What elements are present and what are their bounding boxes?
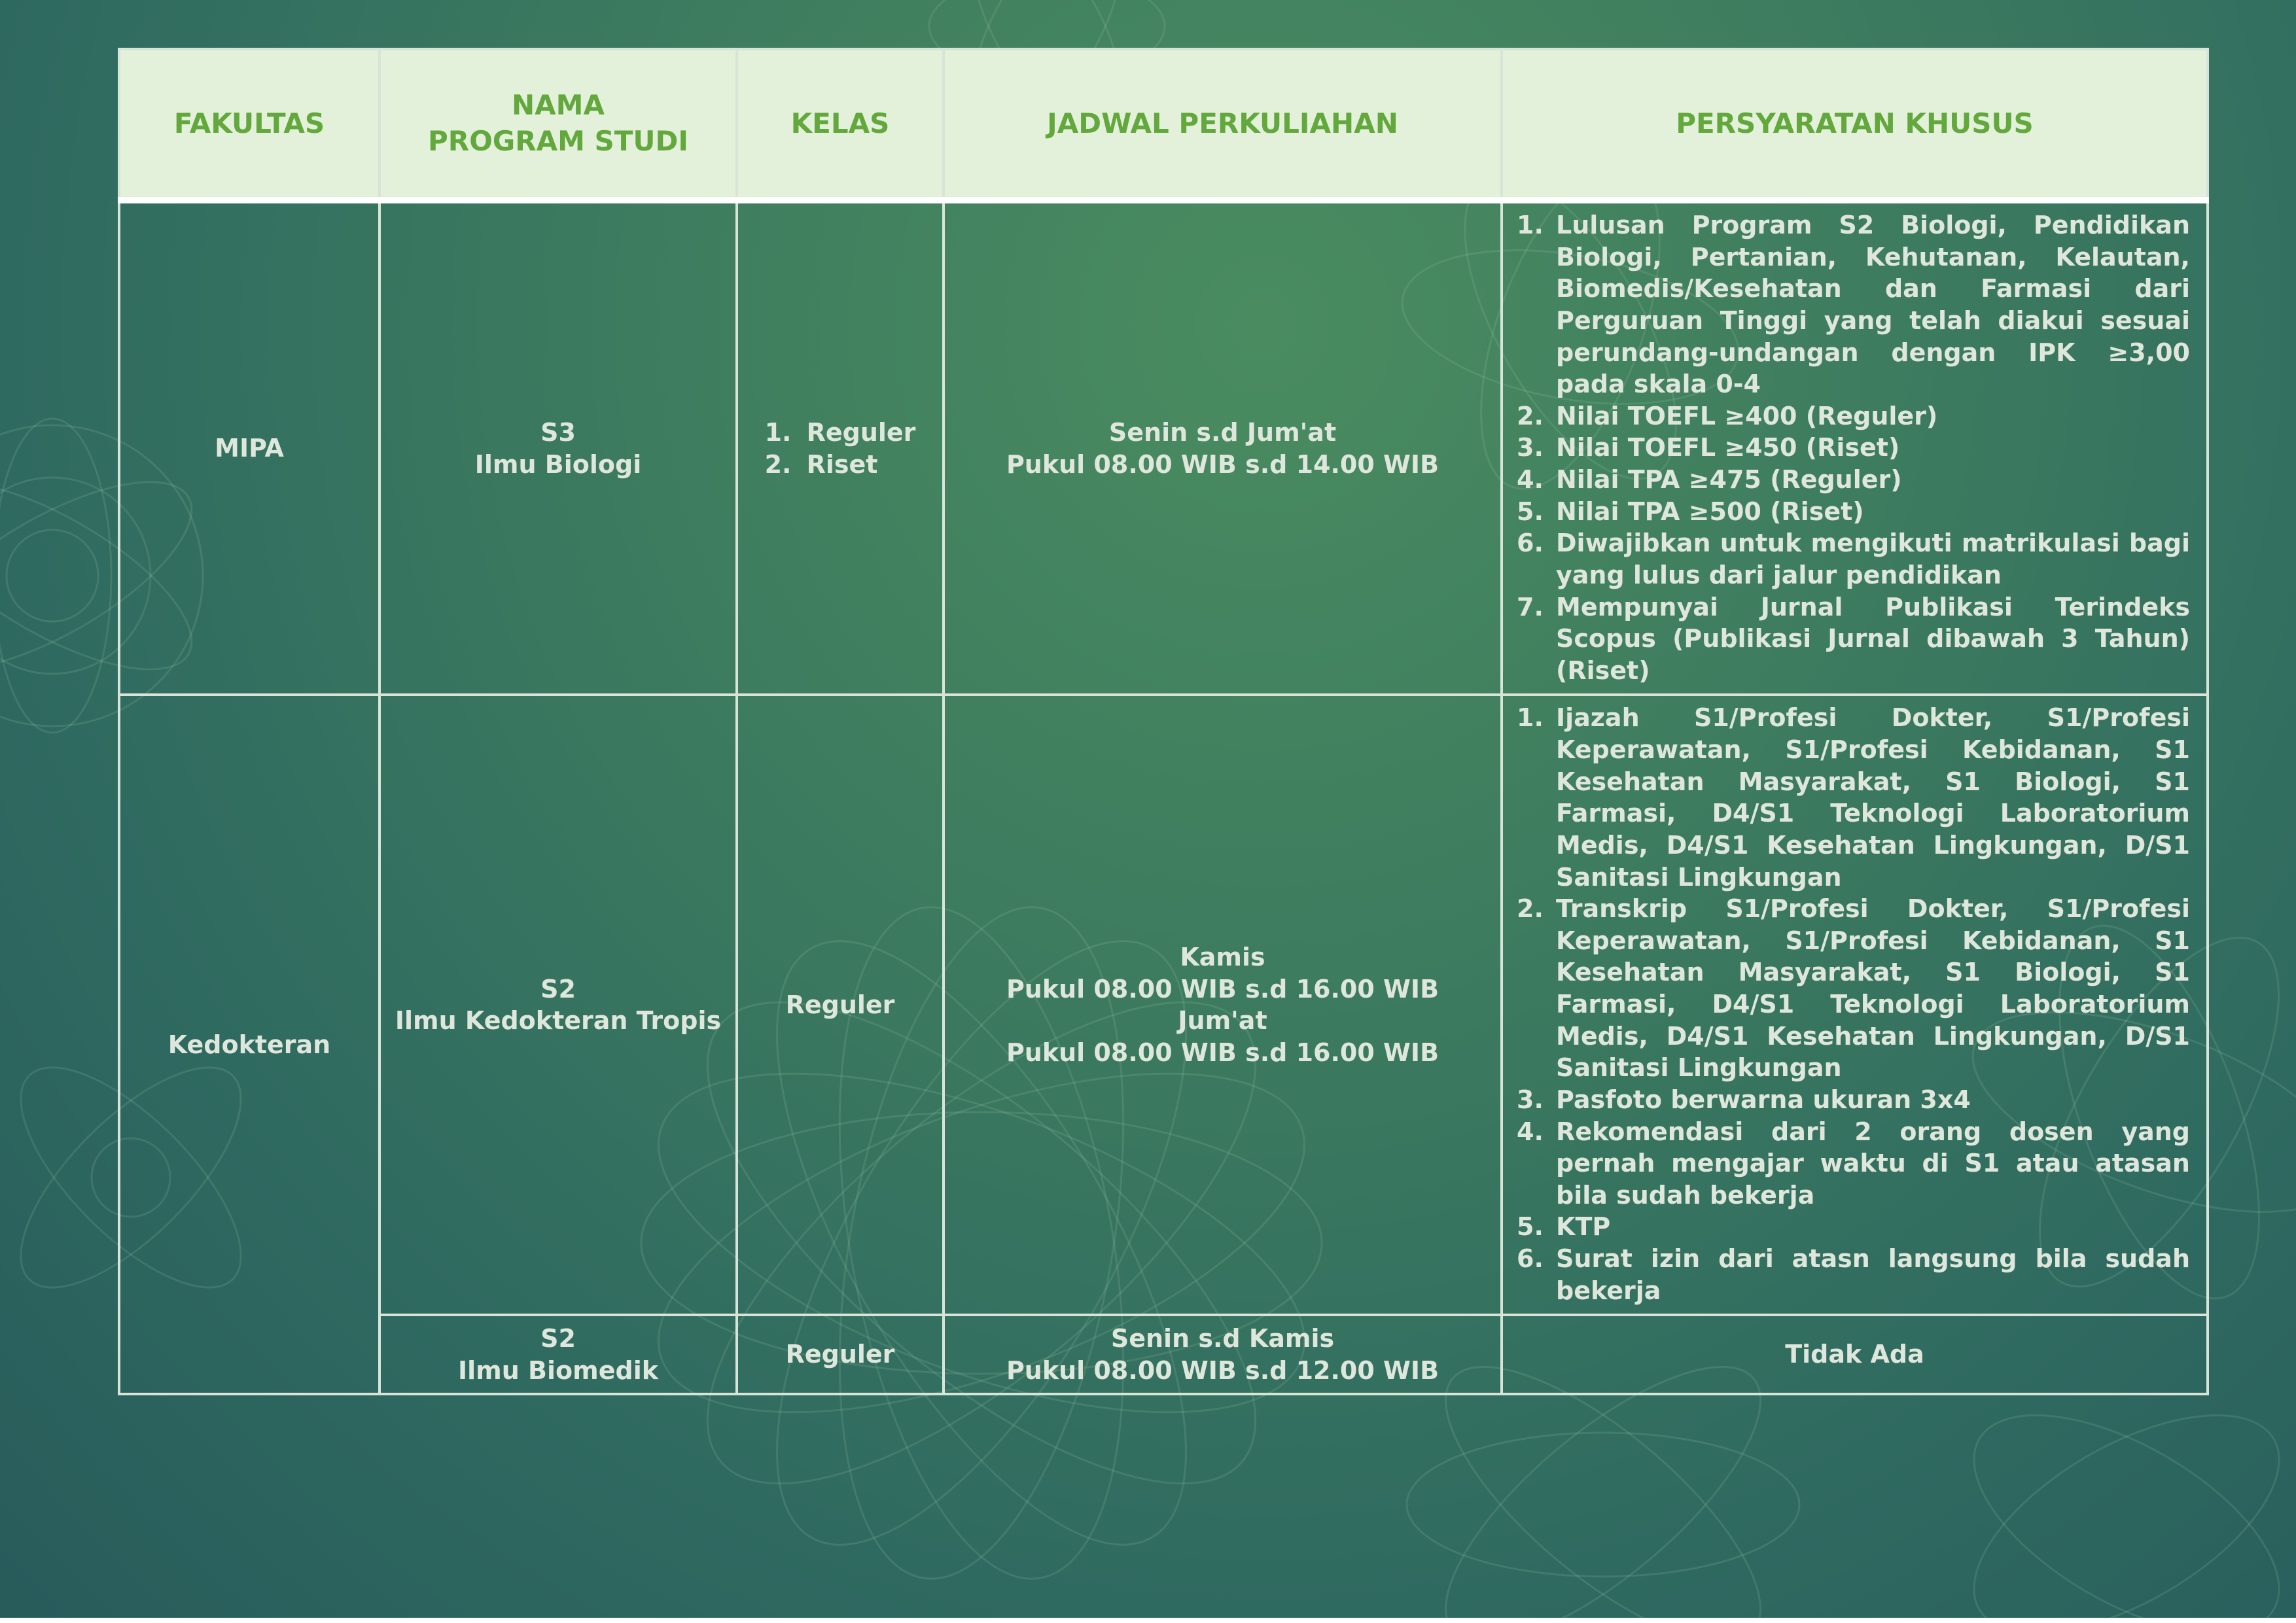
list-item: 5. KTP xyxy=(1517,1211,2190,1243)
list-item: 3. Pasfoto berwarna ukuran 3x4 xyxy=(1517,1084,2190,1116)
list-item: 2. Riset xyxy=(764,449,878,479)
requirement-text: Nilai TOEFL ≥400 (Reguler) xyxy=(1556,401,1938,430)
header-program-studi xyxy=(380,49,737,200)
program-name: Ilmu Biomedik xyxy=(457,1355,658,1385)
requirement-text: Surat izin dari atasn langsung bila sudah bekerja xyxy=(1556,1244,2190,1305)
requirement-text: KTP xyxy=(1556,1212,1611,1242)
list-item: 3. Nilai TOEFL ≥450 (Riset) xyxy=(1517,432,2190,464)
list-item: 2. Nilai TOEFL ≥400 (Reguler) xyxy=(1517,400,2190,432)
kelas-cell: Reguler xyxy=(737,1315,944,1394)
requirement-text: Nilai TPA ≥475 (Reguler) xyxy=(1556,465,1902,494)
jadwal-line: Pukul 08.00 WIB s.d 14.00 WIB xyxy=(1006,449,1439,479)
table-header-row xyxy=(119,49,2208,200)
fakultas-cell: Kedokteran xyxy=(119,695,380,1394)
requirement-text: Nilai TPA ≥500 (Riset) xyxy=(1556,497,1864,526)
requirement-text: Lulusan Program S2 Biologi, Pendidikan Biologi, Pertanian, Kehutanan, Kelautan, Biomedis/Kesehatan dan Farmasi dari Perguruan Tinggi yang telah diakui sesuai perundang-undangan dengan IPK ≥3,00 pada skala 0-4 xyxy=(1556,211,2190,399)
jadwal-line: Pukul 08.00 WIB s.d 16.00 WIB xyxy=(1006,974,1439,1003)
bottom-border xyxy=(0,1618,2296,1623)
requirement-text: Rekomendasi dari 2 orang dosen yang pernah mengajar waktu di S1 atau atasan bila sudah bekerja xyxy=(1556,1117,2190,1210)
persyaratan-cell xyxy=(1502,695,2208,1315)
requirement-text: Pasfoto berwarna ukuran 3x4 xyxy=(1556,1085,1971,1114)
header-fakultas: FAKULTAS xyxy=(119,49,380,200)
list-item: 1. Reguler xyxy=(764,418,916,447)
kelas-label: Reguler xyxy=(806,418,916,447)
list-item: 4. Nilai TPA ≥475 (Reguler) xyxy=(1517,464,2190,496)
list-item: 5. Nilai TPA ≥500 (Riset) xyxy=(1517,496,2190,528)
jadwal-cell xyxy=(944,200,1502,695)
program-degree: S3 xyxy=(540,418,576,447)
persyaratan-cell xyxy=(1502,200,2208,695)
header-kelas: KELAS xyxy=(737,49,944,200)
program-degree: S2 xyxy=(540,974,576,1003)
program-studi-cell xyxy=(380,200,737,695)
list-item: 1. Lulusan Program S2 Biologi, Pendidikan Biologi, Pertanian, Kehutanan, Kelautan, Biomedis/Kesehatan dan Farmasi dari Perguruan Tinggi yang telah diakui sesuai perundang-undangan dengan IPK ≥3,00 pada skala 0-4 xyxy=(1517,209,2190,400)
persyaratan-list xyxy=(1504,697,2206,1313)
list-item: 6. Surat izin dari atasn langsung bila sudah bekerja xyxy=(1517,1243,2190,1306)
jadwal-cell xyxy=(944,695,1502,1315)
list-item: 7. Mempunyai Jurnal Publikasi Terindeks Scopus (Publikasi Jurnal dibawah 3 Tahun) (Riset) xyxy=(1517,591,2190,687)
program-name: Ilmu Kedokteran Tropis xyxy=(395,1006,722,1036)
list-item: 4. Rekomendasi dari 2 orang dosen yang pernah mengajar waktu di S1 atau atasan bila sudah bekerja xyxy=(1517,1116,2190,1212)
program-name: Ilmu Biologi xyxy=(474,449,642,479)
requirement-text: Transkrip S1/Profesi Dokter, S1/Profesi Keperawatan, S1/Profesi Kebidanan, S1 Kesehatan Masyarakat, S1 Biologi, S1 Farmasi, D4/S1 Teknologi Laboratorium Medis, D4/S1 Kesehatan Lingkungan, D/S1 Sanitasi Lingkungan xyxy=(1556,894,2190,1083)
jadwal-cell xyxy=(944,1315,1502,1394)
header-persyaratan: PERSYARATAN KHUSUS xyxy=(1502,49,2208,200)
header-program-studi-line2: PROGRAM STUDI xyxy=(427,125,689,157)
persyaratan-list xyxy=(1504,204,2206,693)
jadwal-line: Kamis xyxy=(1180,943,1265,972)
kelas-cell: Reguler xyxy=(737,695,944,1315)
kelas-list xyxy=(765,417,916,480)
list-item: 1. Ijazah S1/Profesi Dokter, S1/Profesi Keperawatan, S1/Profesi Kebidanan, S1 Kesehatan Masyarakat, S1 Biologi, S1 Farmasi, D4/S1 Teknologi Laboratorium Medis, D4/S1 Kesehatan Lingkungan, D/S1 Sanitasi Lingkungan xyxy=(1517,702,2190,893)
list-item: 6. Diwajibkan untuk mengikuti matrikulasi bagi yang lulus dari jalur pendidikan xyxy=(1517,527,2190,591)
table-row xyxy=(119,1315,2208,1394)
persyaratan-cell: Tidak Ada xyxy=(1502,1315,2208,1394)
program-degree: S2 xyxy=(540,1324,576,1353)
jadwal-line: Jum'at xyxy=(1178,1006,1267,1036)
jadwal-line: Pukul 08.00 WIB s.d 16.00 WIB xyxy=(1006,1038,1439,1067)
fakultas-cell: MIPA xyxy=(119,200,380,695)
requirement-text: Nilai TOEFL ≥450 (Riset) xyxy=(1556,433,1900,462)
header-program-studi-line1: NAMA xyxy=(512,89,605,122)
header-jadwal: JADWAL PERKULIAHAN xyxy=(944,49,1502,200)
requirement-text: Diwajibkan untuk mengikuti matrikulasi bagi yang lulus dari jalur pendidikan xyxy=(1556,529,2190,589)
kelas-label: Riset xyxy=(806,449,878,479)
program-table xyxy=(118,48,2209,1395)
kelas-cell xyxy=(737,200,944,695)
program-studi-cell xyxy=(380,1315,737,1394)
jadwal-line: Pukul 08.00 WIB s.d 12.00 WIB xyxy=(1006,1355,1439,1385)
requirement-text: Ijazah S1/Profesi Dokter, S1/Profesi Keperawatan, S1/Profesi Kebidanan, S1 Kesehatan Masyarakat, S1 Biologi, S1 Farmasi, D4/S1 Teknologi Laboratorium Medis, D4/S1 Kesehatan Lingkungan, D/S1 Sanitasi Lingkungan xyxy=(1556,703,2190,892)
requirement-text: Mempunyai Jurnal Publikasi Terindeks Scopus (Publikasi Jurnal dibawah 3 Tahun) (Riset) xyxy=(1556,592,2190,685)
table-row xyxy=(119,695,2208,1315)
jadwal-line: Senin s.d Jum'at xyxy=(1108,418,1337,447)
table-row xyxy=(119,200,2208,695)
list-item: 2. Transkrip S1/Profesi Dokter, S1/Profesi Keperawatan, S1/Profesi Kebidanan, S1 Kesehatan Masyarakat, S1 Biologi, S1 Farmasi, D4/S1 Teknologi Laboratorium Medis, D4/S1 Kesehatan Lingkungan, D/S1 Sanitasi Lingkungan xyxy=(1517,893,2190,1084)
jadwal-line: Senin s.d Kamis xyxy=(1110,1324,1335,1353)
program-studi-cell xyxy=(380,695,737,1315)
